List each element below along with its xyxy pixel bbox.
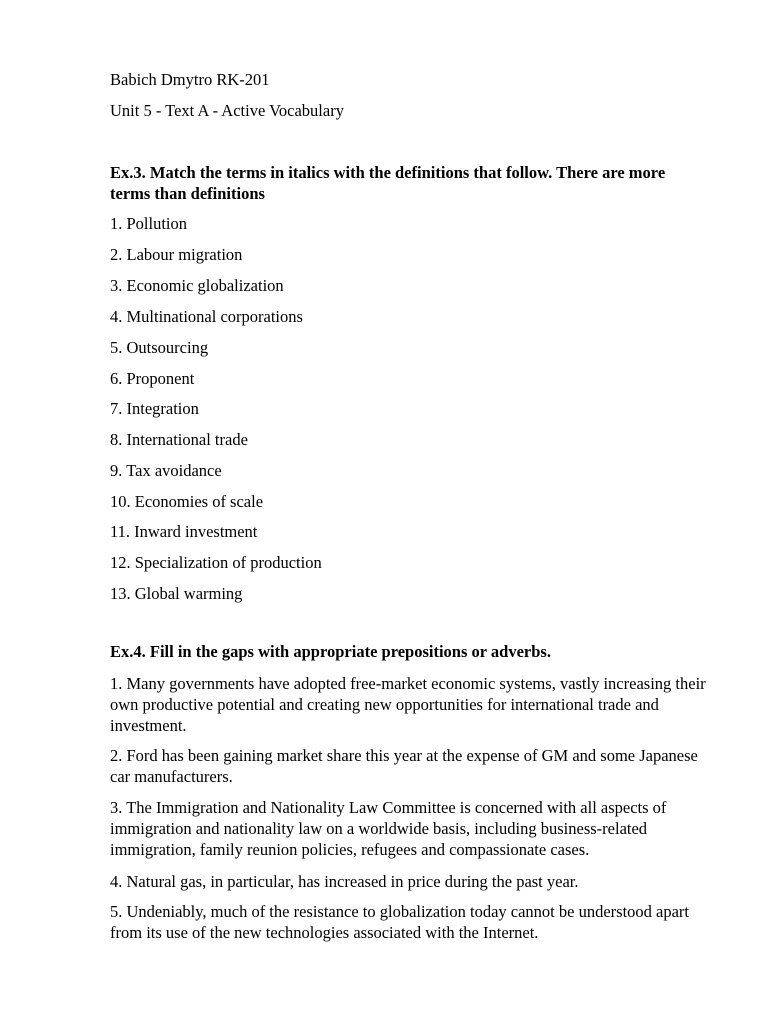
ex3-item: 9. Tax avoidance: [110, 461, 222, 480]
ex3-item: 6. Proponent: [110, 369, 195, 388]
ex3-item: 3. Economic globalization: [110, 276, 284, 295]
ex4-heading: Ex.4. Fill in the gaps with appropriate prepositions or adverbs.: [110, 642, 551, 661]
ex3-heading: Ex.3. Match the terms in italics with the definitions that follow. There are more terms than definitions: [110, 163, 666, 203]
ex3-item: 4. Multinational corporations: [110, 307, 303, 326]
ex3-item: 12. Specialization of production: [110, 553, 322, 572]
unit-title: Unit 5 - Text A - Active Vocabulary: [110, 101, 344, 120]
ex4-item: 5. Undeniably, much of the resistance to globalization today cannot be understood apart from its use of the new technologies associated with the Internet.: [110, 902, 690, 942]
ex3-item: 1. Pollution: [110, 214, 188, 233]
ex3-item: 5. Outsourcing: [110, 338, 209, 357]
author-line: Babich Dmytro RK-201: [110, 70, 270, 89]
ex3-item: 10. Economies of scale: [110, 492, 264, 511]
ex3-item: 13. Global warming: [110, 584, 243, 603]
ex4-item: 2. Ford has been gaining market share this year at the expense of GM and some Japanese car manufacturers.: [110, 746, 698, 786]
ex3-item: 8. International trade: [110, 430, 248, 449]
ex4-item: 3. The Immigration and Nationality Law Committee is concerned with all aspects of immigration and nationality law on a worldwide basis, including business-related immigration, family reunion policies, refugees and compassionate cases.: [110, 798, 667, 859]
ex4-item: 4. Natural gas, in particular, has increased in price during the past year.: [110, 872, 579, 891]
ex4-item: 1. Many governments have adopted free-market economic systems, vastly increasing their own productive potential and creating new opportunities for international trade and investment.: [110, 674, 706, 735]
ex3-item: 11. Inward investment: [110, 522, 258, 541]
ex3-item: 7. Integration: [110, 399, 199, 418]
ex3-item: 2. Labour migration: [110, 245, 243, 264]
